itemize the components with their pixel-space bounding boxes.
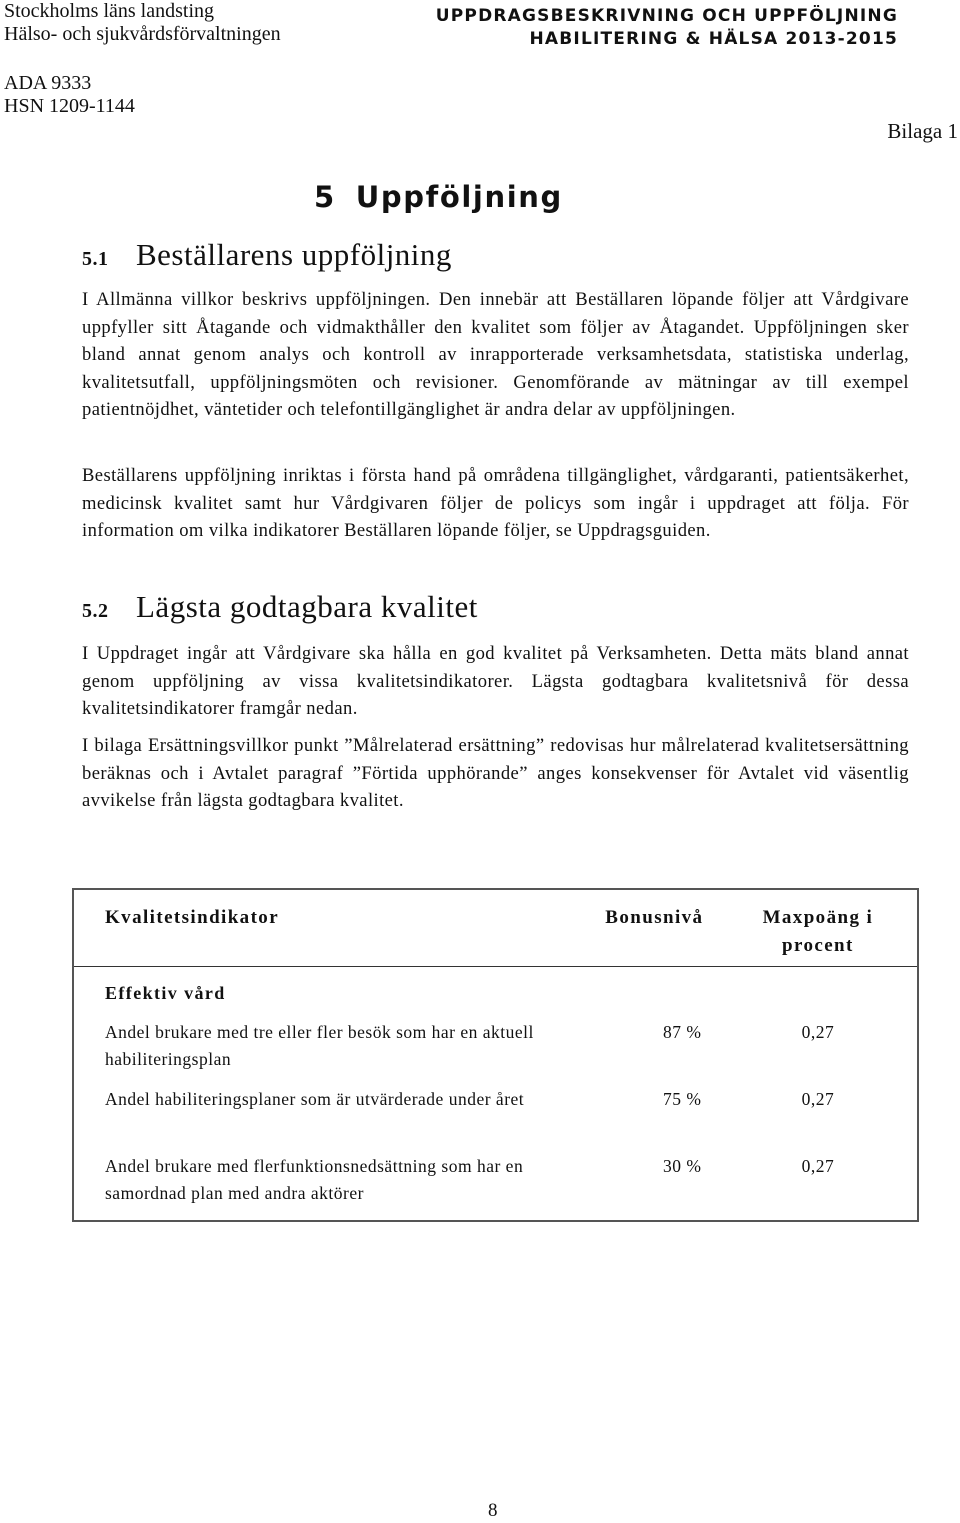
quality-indicator-table xyxy=(72,888,919,1222)
bonus-cell: 75 % xyxy=(662,1089,702,1109)
reference-hsn: HSN 1209-1144 xyxy=(4,95,135,117)
indicator-cell: Andel habiliteringsplaner som är utvärderade under året xyxy=(105,1089,525,1109)
page-number: 8 xyxy=(488,1500,498,1521)
column-header-max-points: Maxpoäng i procent xyxy=(719,889,918,967)
bonus-cell: 87 % xyxy=(662,1022,702,1042)
column-header-bonus: Bonusnivå xyxy=(590,889,719,967)
section-heading xyxy=(82,589,478,625)
table-row xyxy=(73,1086,918,1153)
table-section-row xyxy=(73,967,918,1020)
paragraph: I Uppdraget ingår att Vårdgivare ska hålla en god kvalitet på Verksamheten. Detta mäts bland annat genom uppföljning av vissa kvalitetsindikatorer. Lägsta godtagbara kvalitetsnivå för dessa kvalitetsindikatorer framgår nedan. xyxy=(82,643,909,720)
section-number: 5.1 xyxy=(82,248,109,270)
section-heading xyxy=(82,237,452,273)
paragraph: Beställarens uppföljning inriktas i första hand på områdena tillgänglighet, vårdgaranti, patientsäkerhet, medicinsk kvalitet samt hur Vårdgivaren följer de policys som ingår i uppdraget att följa. För information om vilka indikatorer Beställaren löpande följer, se Uppdragsguiden. xyxy=(82,465,909,542)
document-type: UPPDRAGSBESKRIVNING OCH UPPFÖLJNING xyxy=(435,6,898,26)
chapter-heading xyxy=(314,180,563,214)
column-header-indicator: Kvalitetsindikator xyxy=(73,889,590,967)
table-section-label: Effektiv vård xyxy=(105,983,226,1003)
table-row xyxy=(73,1153,918,1221)
table-header-row xyxy=(73,889,918,967)
org-name: Stockholms läns landsting xyxy=(4,0,214,22)
paragraph: I bilaga Ersättningsvillkor punkt ”Målrelaterad ersättning” redovisas hur målrelaterad kvalitetsersättning beräknas och i Avtalet paragraf ”Förtida upphörande” anges konsekvenser för Avtalet vid väsentlig avvikelse från lägsta godtagbara kvalitet. xyxy=(82,735,909,812)
org-department: Hälso- och sjukvårdsförvaltningen xyxy=(4,23,281,45)
section-number: 5.2 xyxy=(82,600,109,622)
table-row xyxy=(73,1019,918,1086)
section-title: Lägsta godtagbara kvalitet xyxy=(136,589,478,624)
max-points-cell: 0,27 xyxy=(801,1022,835,1042)
indicator-cell: Andel brukare med flerfunktionsnedsättning som har en samordnad plan med andra aktörer xyxy=(105,1156,524,1203)
appendix-label: Bilaga 1 xyxy=(887,119,958,143)
indicator-cell: Andel brukare med tre eller fler besök som har en aktuell habiliteringsplan xyxy=(105,1022,534,1069)
section-title: Beställarens uppföljning xyxy=(136,237,452,272)
chapter-title: Uppföljning xyxy=(355,180,563,214)
max-points-cell: 0,27 xyxy=(801,1089,835,1109)
paragraph: I Allmänna villkor beskrivs uppföljningen. Den innebär att Beställaren löpande följer att Vårdgivare uppfyller sitt Åtagande och vidmakthåller den kvalitet som följer av Åtagandet. Uppföljningen sker bland annat genom analys och kontroll av inrapporterade verksamhetsdata, statistiska underlag, kvalitetsutfall, uppföljningsmöten och revisioner. Genomförande av mätningar av till exempel patientnöjdhet, väntetider och telefontillgänglighet är andra delar av uppföljningen. xyxy=(82,289,909,421)
chapter-number: 5 xyxy=(314,180,336,214)
bonus-cell: 30 % xyxy=(662,1156,702,1176)
document-subtitle: HABILITERING & HÄLSA 2013-2015 xyxy=(529,29,898,49)
reference-ada: ADA 9333 xyxy=(4,72,92,94)
max-points-cell: 0,27 xyxy=(801,1156,835,1176)
